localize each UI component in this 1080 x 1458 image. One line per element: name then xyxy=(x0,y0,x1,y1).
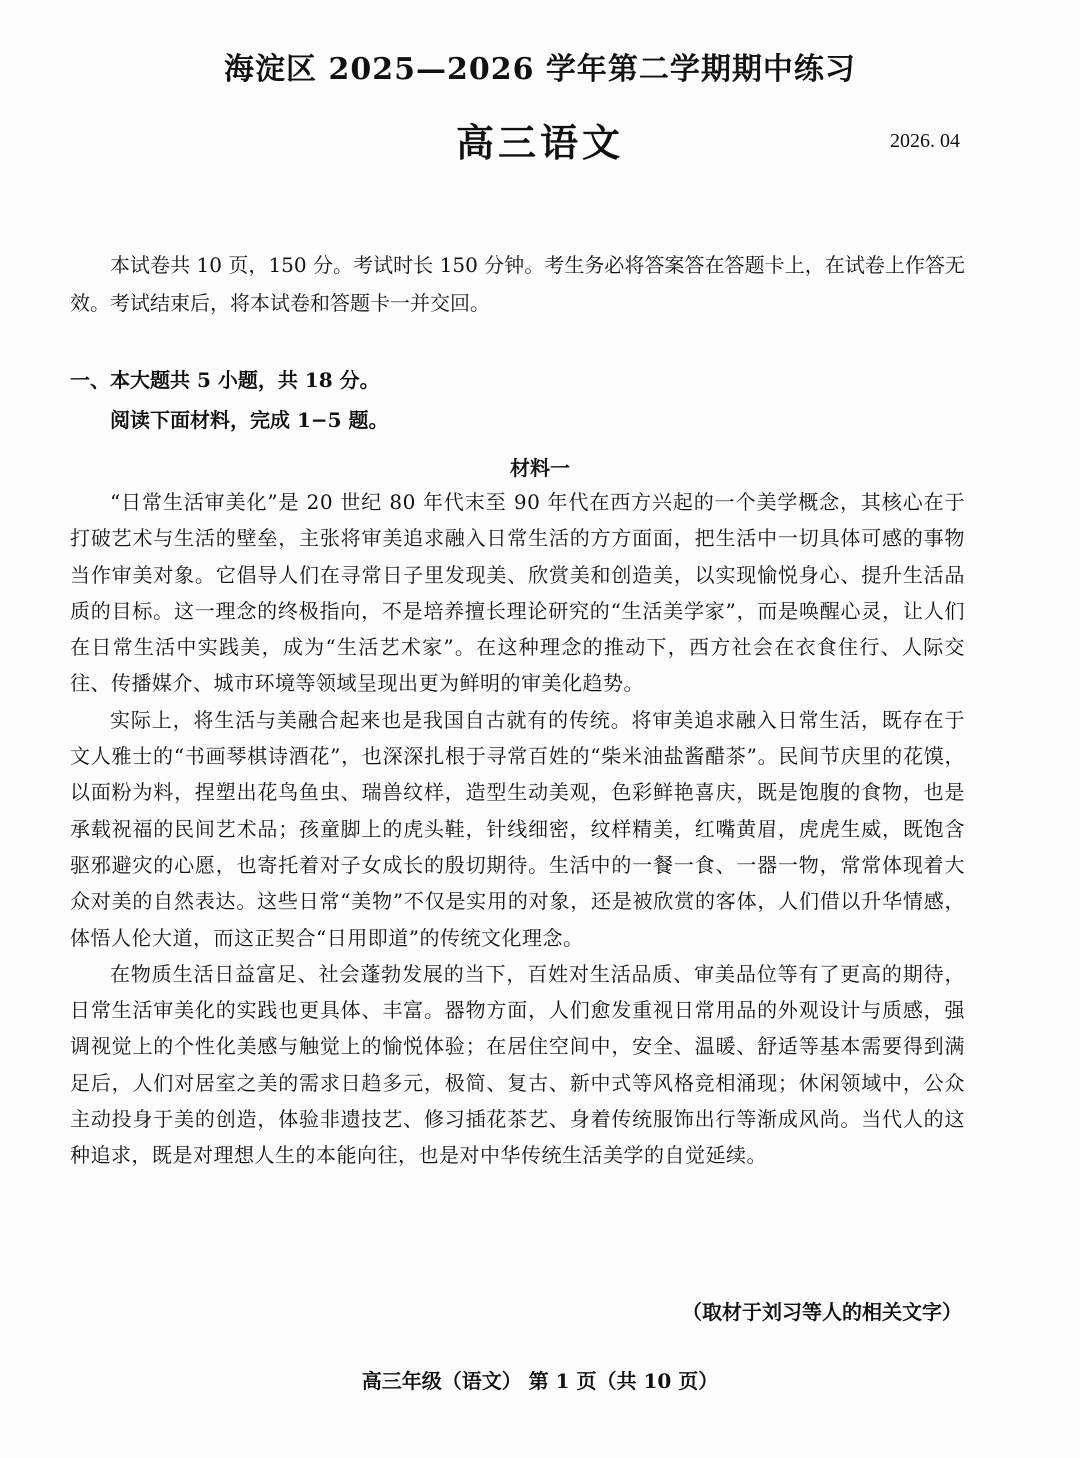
page-footer: 高三年级（语文） 第 1 页（共 10 页） xyxy=(361,1369,719,1393)
material-paragraph: “日常生活审美化”是 20 世纪 80 年代末至 90 年代在西方兴起的一个美学概念，其核心在于打破艺术与生活的壁垒，主张将审美追求融入日常生活的方方面面，把生活中一切具体可感的事物当作审美对象。它倡导人们在寻常日子里发现美、欣赏美和创造美，以实现愉悦身心、提升生活品质的目标。这一理念的终极指向，不是培养擅长理论研究的“生活美学家”，而是唤醒心灵，让人们在日常生活中实践美，成为“生活艺术家”。在这种理念的推动下，西方社会在衣食住行、人际交往、传播媒介、城市环境等领域呈现出更为鲜明的审美化趋势。 xyxy=(70,490,965,696)
section-heading: 一、本大题共 5 小题，共 18 分。 xyxy=(70,368,380,392)
material-paragraph: 在物质生活日益富足、社会蓬勃发展的当下，百姓对生活品质、审美品位等有了更高的期待，日常生活审美化的实践也更具体、丰富。器物方面，人们愈发重视日常用品的外观设计与质感，强调视觉上的个性化美感与触觉上的愉悦体验；在居住空间中，安全、温暖、舒适等基本需要得到满足后，人们对居室之美的需求日趋多元，极简、复古、新中式等风格竞相涌现；休闲领域中，公众主动投身于美的创造，体验非遗技艺、修习插花茶艺、身着传统服饰出行等渐成风尚。当代人的这种追求，既是对理想人生的本能向往，也是对中华传统生活美学的自觉延续。 xyxy=(70,961,965,1168)
material-title: 材料一 xyxy=(510,456,570,480)
exam-title: 海淀区 2025—2026 学年第二学期期中练习 xyxy=(224,52,856,87)
material-body xyxy=(70,484,965,1174)
material-paragraph: 实际上，将生活与美融合起来也是我国自古就有的传统。将审美追求融入日常生活，既存在于文人雅士的“书画琴棋诗酒花”，也深深扎根于寻常百姓的“柴米油盐酱醋茶”。民间节庆里的花馍，以面粉为料，捏塑出花鸟鱼虫、瑞兽纹样，造型生动美观，色彩鲜艳喜庆，既是饱腹的食物，也是承载祝福的民间艺术品；孩童脚上的虎头鞋，针线细密，纹样精美，红嘴黄眉，虎虎生威，既饱含驱邪避灾的心愿，也寄托着对子女成长的殷切期待。生活中的一餐一食、一器一物，常常体现着大众对美的自然表达。这些日常“美物”不仅是实用的对象，还是被欣赏的客体，人们借以升华情感，体悟人伦大道，而这正契合“日用即道”的传统文化理念。 xyxy=(70,707,965,950)
subject-title: 高三语文 xyxy=(455,120,624,165)
source-note: （取材于刘习等人的相关文字） xyxy=(682,1300,962,1324)
section-instruction: 阅读下面材料，完成 1−5 题。 xyxy=(110,408,389,432)
exam-instructions: 本试卷共 10 页，150 分。考试时长 150 分钟。考生务必将答案答在答题卡上，在试卷上作答无效。考试结束后，将本试卷和答题卡一并交回。 xyxy=(70,253,965,315)
exam-date: 2026. 04 xyxy=(890,130,960,152)
